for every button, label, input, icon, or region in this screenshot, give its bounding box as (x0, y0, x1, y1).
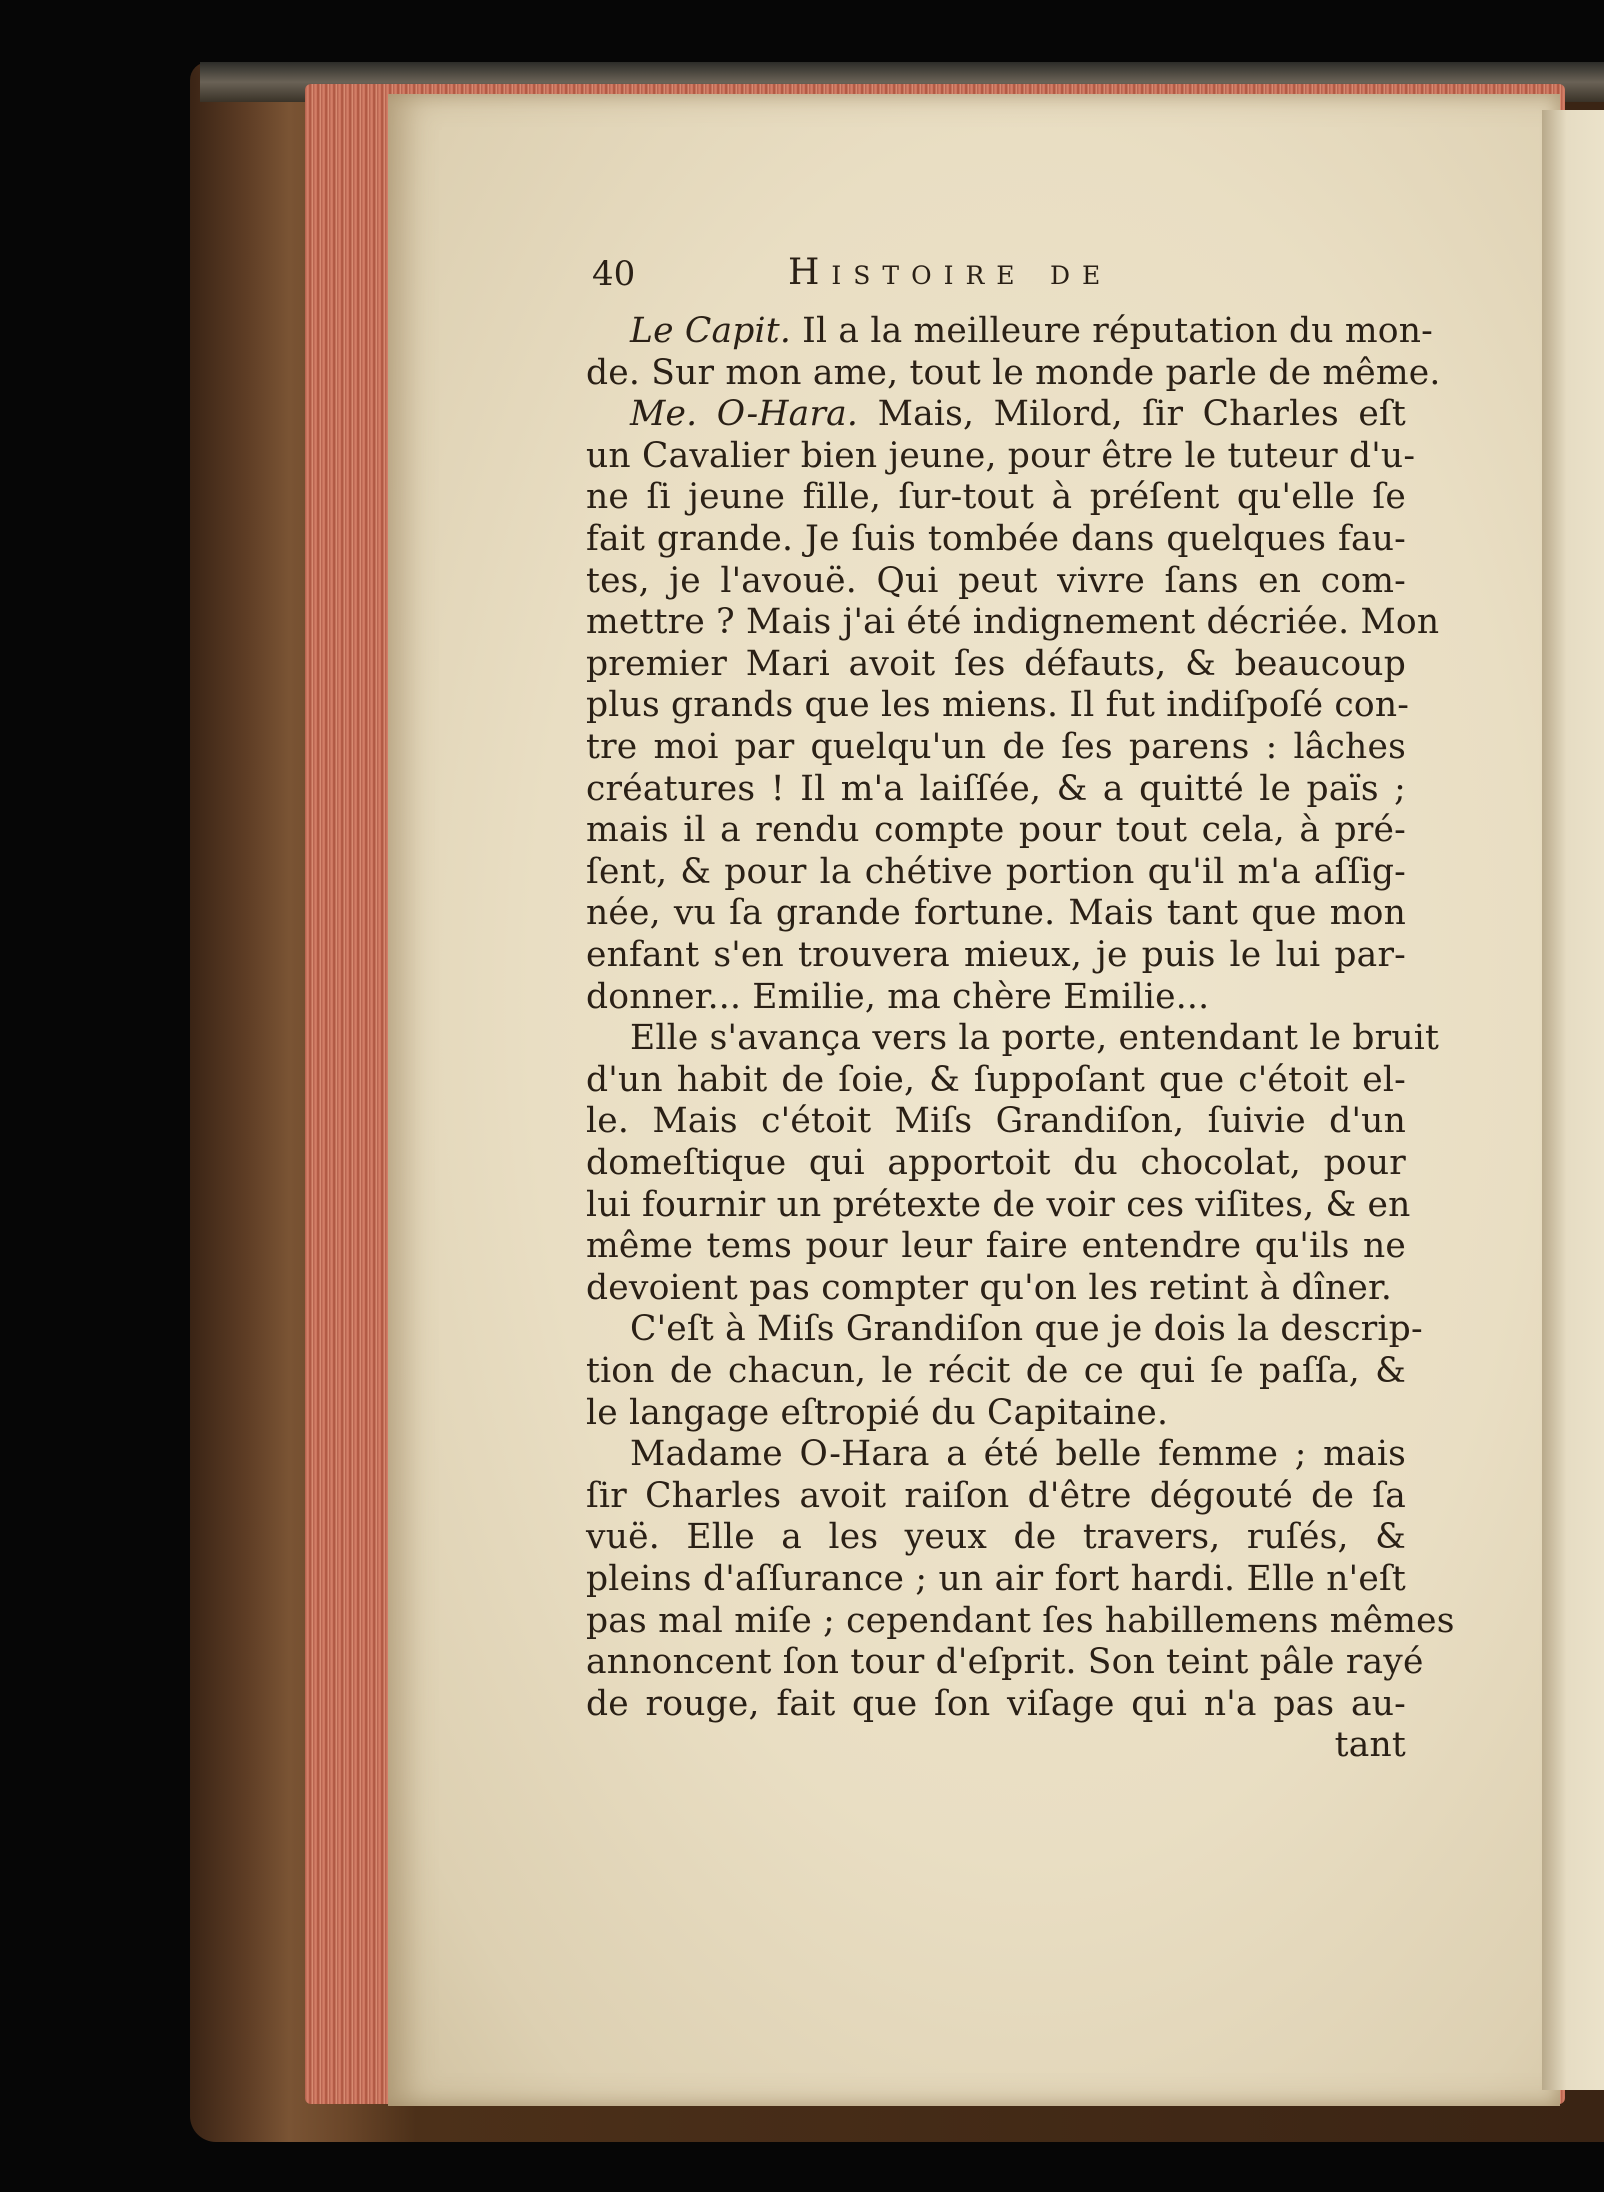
line-text: mais il a rendu compte pour tout cela, à pré- (586, 810, 1406, 851)
text-line (586, 560, 1406, 602)
line-text: annoncent ſon tour d'eſprit. Son teint pâle rayé (586, 1642, 1424, 1683)
text-line (586, 476, 1406, 518)
line-text: tes, je l'avouë. Qui peut vivre ſans en com- (586, 560, 1406, 601)
line-text: enfant s'en trouvera mieux, je puis le lui par- (586, 935, 1406, 975)
text-line (586, 1100, 1406, 1142)
line-text: plus grands que les miens. Il fut indiſpoſé con- (586, 685, 1410, 726)
text-line (586, 1475, 1406, 1517)
line-text: Madame O-Hara a été belle femme ; mais (630, 1434, 1406, 1475)
line-text: vuë. Elle a les yeux de travers, ruſés, & (586, 1517, 1406, 1558)
line-text: de rouge, fait que ſon viſage qui n'a pas au- (586, 1683, 1406, 1724)
text-line (586, 601, 1440, 643)
text-line (586, 1516, 1406, 1558)
text-line (586, 310, 1433, 352)
line-text: lui fournir un prétexte de voir ces viſites, & en (586, 1184, 1411, 1225)
line-text: Elle s'avança vers la porte, entendant le bruit (630, 1018, 1440, 1059)
line-text: le. Mais c'étoit Miſs Grandiſon, ſuivie d'un (586, 1101, 1406, 1142)
line-text: tion de chacun, le récit de ce qui ſe paſſa, & (586, 1351, 1406, 1391)
text-line (586, 1267, 1406, 1309)
text-line (586, 643, 1406, 685)
line-text: mettre ? Mais j'ai été indignement décriée. Mon (586, 602, 1440, 643)
line-text: devoient pas compter qu'on les retint à dîner. (586, 1267, 1393, 1308)
line-text: ſent, & pour la chétive portion qu'il m'a aſſig- (586, 851, 1406, 892)
line-text: domeſtique qui apportoit du chocolat, pour (586, 1143, 1406, 1183)
line-text: de. Sur mon ame, tout le monde parle de même. (586, 352, 1441, 393)
line-text: fait grande. Je ſuis tombée dans quelques fau- (586, 519, 1406, 559)
text-line (586, 1641, 1424, 1683)
line-text: ne ſi jeune fille, ſur-tout à préſent qu'elle ſe (586, 477, 1406, 518)
line-text: pleins d'aſſurance ; un air fort hardi. Elle n'eſt (586, 1559, 1406, 1599)
text-line (586, 809, 1406, 851)
running-head-title: Histoire de (788, 252, 1113, 293)
text-line (586, 1433, 1406, 1475)
text-line (586, 1308, 1423, 1350)
line-text: créatures ! Il m'a laiſſée, & a quitté le païs ; (586, 768, 1406, 809)
text-line (586, 1683, 1406, 1725)
text-line (586, 1392, 1406, 1434)
text-line (586, 393, 1406, 435)
text-line (586, 1059, 1406, 1101)
text-line (586, 976, 1406, 1018)
line-text: premier Mari avoit ſes défauts, & beaucoup (586, 643, 1406, 684)
text-line (586, 1225, 1406, 1267)
text-line (586, 1600, 1455, 1642)
text-line (586, 518, 1406, 560)
line-text: un Cavalier bien jeune, pour être le tuteur d'u- (586, 435, 1416, 476)
line-text: même tems pour leur faire entendre qu'ils ne (586, 1226, 1406, 1267)
text-line (586, 726, 1406, 768)
page-number: 40 (592, 254, 636, 294)
line-text: pas mal miſe ; cependant ſes habillemens mêmes (586, 1600, 1455, 1641)
line-text: née, vu ſa grande fortune. Mais tant que mon (586, 893, 1406, 934)
text-line (586, 1017, 1440, 1059)
line-text: ſir Charles avoit raiſon d'être dégouté de ſa (586, 1475, 1406, 1516)
line-text: donner... Emilie, ma chère Emilie... (586, 976, 1210, 1017)
running-head (592, 252, 1272, 300)
line-text: C'eſt à Miſs Grandiſon que je dois la descrip- (630, 1309, 1423, 1350)
line-text: Mais, Milord, ſir Charles eſt (858, 394, 1406, 435)
line-text: d'un habit de ſoie, & ſuppoſant que c'étoit el- (586, 1059, 1406, 1100)
catchword: tant (1334, 1725, 1406, 1766)
text-line (586, 1142, 1406, 1184)
text-line (586, 934, 1406, 976)
text-line (586, 1184, 1411, 1226)
speaker-name: Me. O-Hara. (630, 394, 859, 435)
text-line (586, 684, 1410, 726)
text-line (586, 1350, 1406, 1392)
speaker-name: Le Capit. (630, 311, 792, 351)
line-text: Il a la meilleure réputation du mon- (791, 311, 1433, 351)
text-line (586, 352, 1441, 394)
line-text: tre moi par quelqu'un de ſes parens : lâches (586, 727, 1406, 767)
text-line (586, 768, 1406, 810)
text-line (586, 435, 1416, 477)
line-text: le langage eſtropié du Capitaine. (586, 1392, 1169, 1433)
text-line (586, 892, 1406, 934)
text-line (586, 851, 1406, 893)
text-line (586, 1558, 1406, 1600)
facing-page-edge (1542, 110, 1604, 2090)
